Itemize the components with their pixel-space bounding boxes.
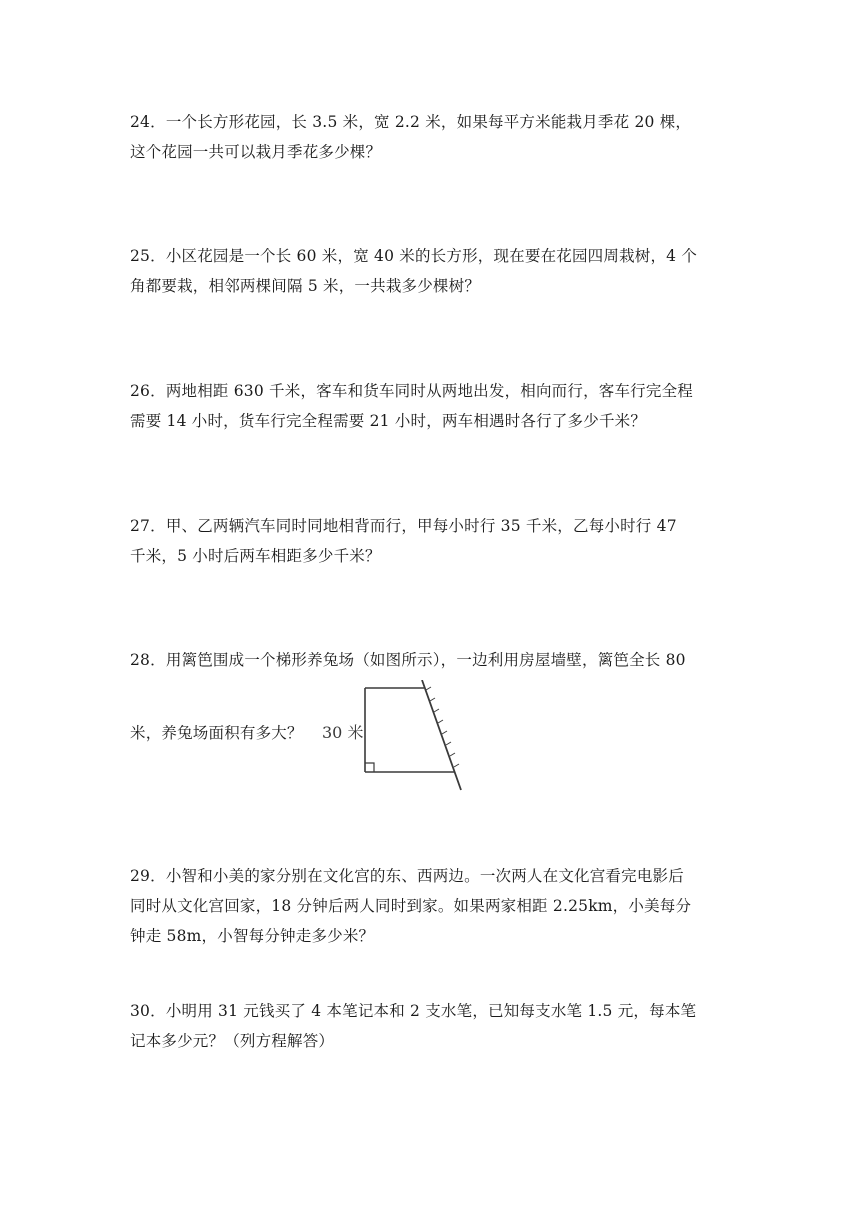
question-28 <box>130 645 740 675</box>
question-text-line: 钟走 58m，小智每分钟走多少米？ <box>130 927 375 945</box>
question-24 <box>130 107 740 167</box>
question-text-line: 角都要栽，相邻两棵间隔 5 米，一共栽多少棵树？ <box>130 277 481 295</box>
question-27 <box>130 511 740 571</box>
question-26 <box>130 376 740 436</box>
question-text-line: 千米，5 小时后两车相距多少千米？ <box>130 547 381 565</box>
question-30 <box>130 996 740 1056</box>
question-text-line: 28．用篱笆围成一个梯形养兔场（如图所示），一边利用房屋墙壁，篱笆全长 80 <box>130 651 686 669</box>
question-text-line: 米，养兔场面积有多大？ <box>130 724 303 742</box>
question-text-line: 27．甲、乙两辆汽车同时同地相背而行，甲每小时行 35 千米，乙每小时行 47 <box>130 517 677 535</box>
question-text-line: 26．两地相距 630 千米，客车和货车同时从两地出发，相向而行，客车行完全程 <box>130 382 693 400</box>
question-text-line: 这个花园一共可以栽月季花多少棵？ <box>130 143 382 161</box>
question-text-line: 25．小区花园是一个长 60 米，宽 40 米的长方形，现在要在花园四周栽树，4 个 <box>130 247 698 265</box>
question-text-line: 29．小智和小美的家分别在文化宫的东、西两边。一次两人在文化宫看完电影后 <box>130 867 684 885</box>
question-text-line: 同时从文化宫回家，18 分钟后两人同时到家。如果两家相距 2.25km，小美每分 <box>130 897 692 915</box>
height-label: 30 米 <box>322 723 364 742</box>
question-text-line: 需要 14 小时，货车行完全程需要 21 小时，两车相遇时各行了多少千米？ <box>130 412 647 430</box>
question-29 <box>130 861 740 951</box>
question-text-line: 30．小明用 31 元钱买了 4 本笔记本和 2 支水笔，已知每支水笔 1.5 元，每本笔 <box>130 1002 697 1020</box>
question-25 <box>130 241 740 301</box>
question-text-line: 记本多少元？（列方程解答） <box>130 1032 335 1050</box>
question-text-line: 24．一个长方形花园，长 3.5 米，宽 2.2 米，如果每平方米能栽月季花 20 棵， <box>130 113 692 131</box>
trapezoid-rabbit-pen-figure <box>318 680 468 795</box>
